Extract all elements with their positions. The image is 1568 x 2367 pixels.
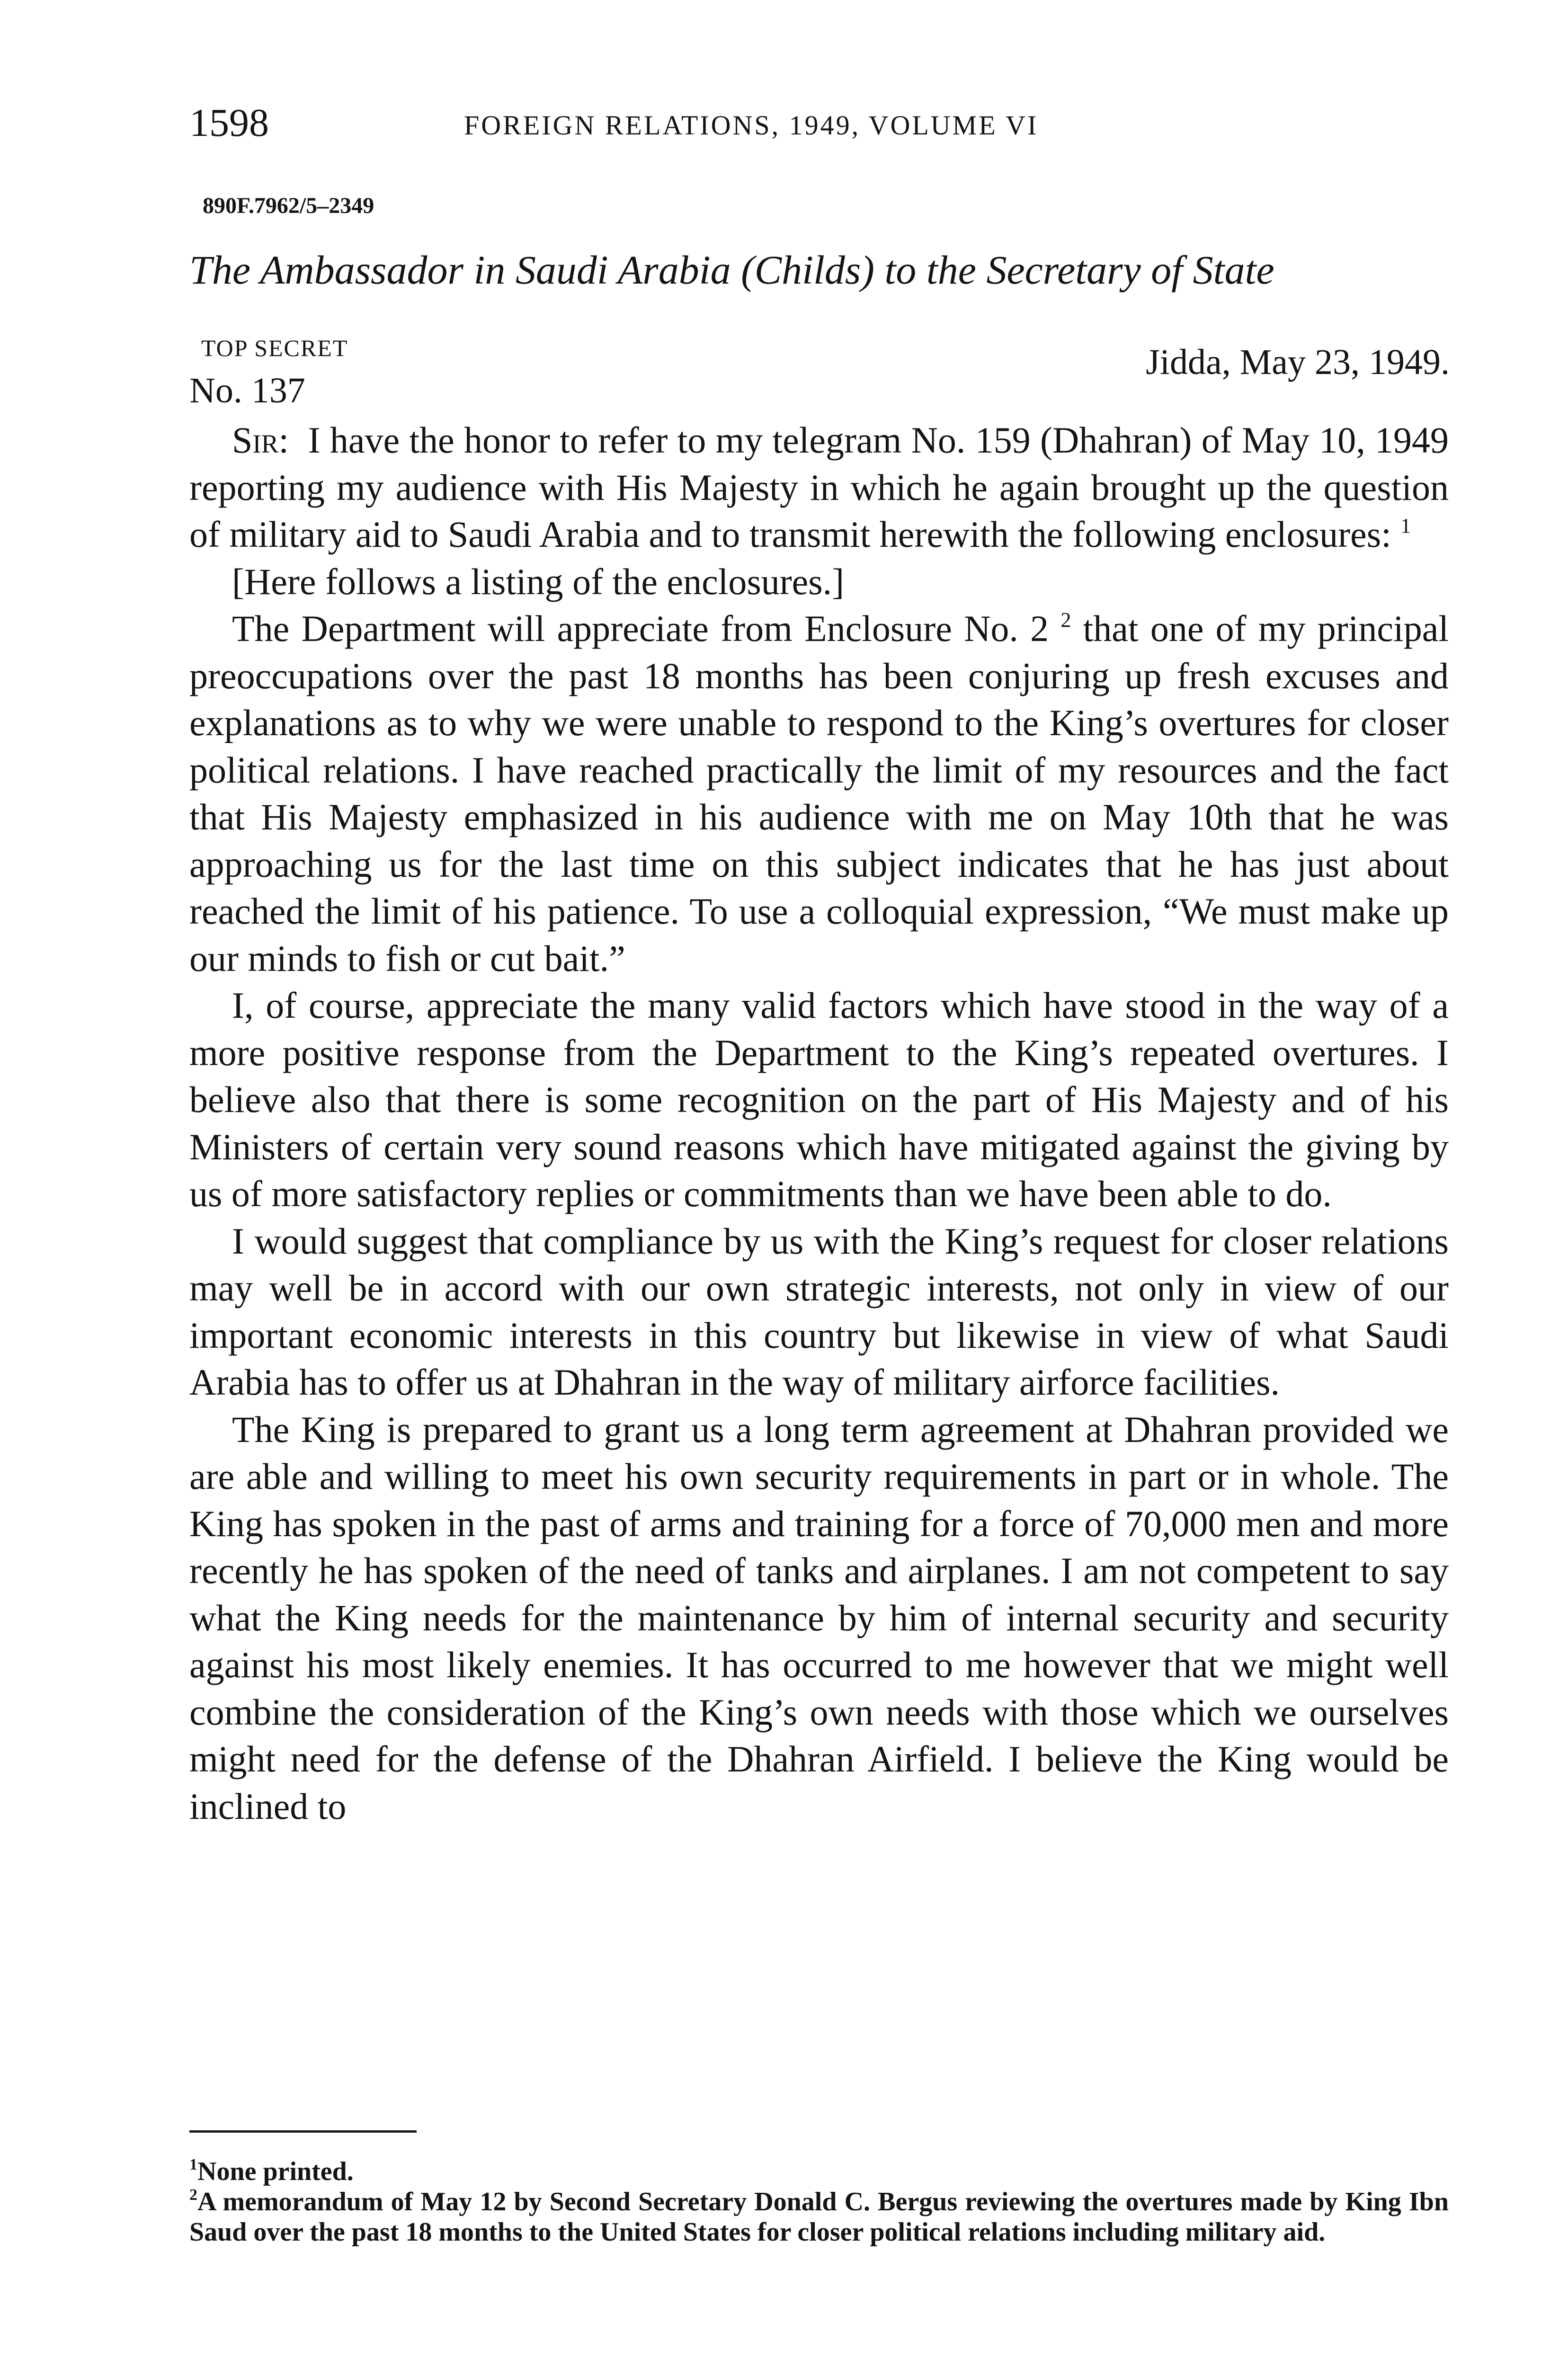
salutation: Sir: (232, 419, 289, 461)
footnote-divider (189, 2130, 417, 2133)
paragraph-text: that one of my principal preoccupations over the past 18 months has been conjuring up fresh excuses and explanations as to why we were unable to respond to the King’s overtures for closer political relations. I have reached practically the limit of my resources and the fact that His Majesty emphasized in his audience with me on May 10th that he was approaching us for the last time on this subject indicates that he has just about reached the limit of his patience. To use a colloquial expression, “We must make up our minds to fish or cut bait.” (189, 608, 1449, 979)
footnote-text: A memorandum of May 12 by Second Secretary Donald C. Bergus reviewing the overtures made by King Ibn Saud over the past 18 months to the United States for closer political relations including military aid. (189, 2187, 1449, 2247)
paragraph-text: [Here follows a listing of the enclosures.] (232, 561, 845, 602)
footnote-marker: 2 (189, 2186, 197, 2204)
paragraph (189, 1218, 1449, 1406)
footnote-marker: 1 (189, 2156, 197, 2173)
paragraph (189, 558, 1449, 605)
running-head: FOREIGN RELATIONS, 1949, VOLUME VI (464, 110, 1039, 141)
file-number: 890F.7962/5–2349 (203, 193, 374, 218)
paragraph (189, 605, 1449, 982)
place-date: Jidda, May 23, 1949. (1146, 342, 1450, 382)
document-number: No. 137 (189, 371, 305, 410)
paragraph (189, 982, 1449, 1218)
paragraph-text: The King is prepared to grant us a long term agreement at Dhahran provided we are able and willing to meet his own security requirements in part or in whole. The King has spoken in the past of arms and training for a force of 70,000 men and more recently he has spoken of the need of tanks and airplanes. I am not competent to say what the King needs for the maintenance by him of internal security and security against his most likely enemies. It has occurred to me however that we might well combine the consideration of the King’s own needs with those which we ourselves might need for the defense of the Dhahran Airfield. I believe the King would be inclined to (189, 1408, 1449, 1827)
footnotes (189, 2156, 1449, 2247)
page-number: 1598 (189, 101, 269, 145)
footnote (189, 2156, 1449, 2187)
paragraph-text: The Department will appreciate from Enclosure No. 2 (232, 608, 1049, 649)
footnote-reference: 2 (1060, 608, 1071, 632)
classification-label: TOP SECRET (201, 335, 348, 361)
footnote (189, 2187, 1449, 2247)
paragraph (189, 1406, 1449, 1830)
paragraph-text: I have the honor to refer to my telegram No. 159 (Dhahran) of May 10, 1949 reporting my audience with His Majesty in which he again brought up the question of military aid to Saudi Arabia and to transmit herewith the following enclosures: (189, 419, 1449, 555)
paragraph-text: I, of course, appreciate the many valid factors which have stood in the way of a more positive response from the Department to the King’s repeated overtures. I believe also that there is some recognition on the part of His Majesty and of his Ministers of certain very sound reasons which have mitigated against the giving by us of more satisfactory replies or commitments than we have been able to do. (189, 985, 1449, 1214)
letter-body (189, 417, 1449, 1830)
footnote-reference: 1 (1400, 514, 1411, 537)
document-heading: The Ambassador in Saudi Arabia (Childs) to the Secretary of State (189, 247, 1274, 293)
paragraph (189, 417, 1449, 558)
page-header (189, 95, 1212, 151)
footnote-text: None printed. (197, 2157, 354, 2186)
paragraph-text: I would suggest that compliance by us with the King’s request for closer relations may well be in accord with our own strategic interests, not only in view of our important economic interests in this country but likewise in view of what Saudi Arabia has to offer us at Dhahran in the way of military airforce facilities. (189, 1220, 1449, 1403)
